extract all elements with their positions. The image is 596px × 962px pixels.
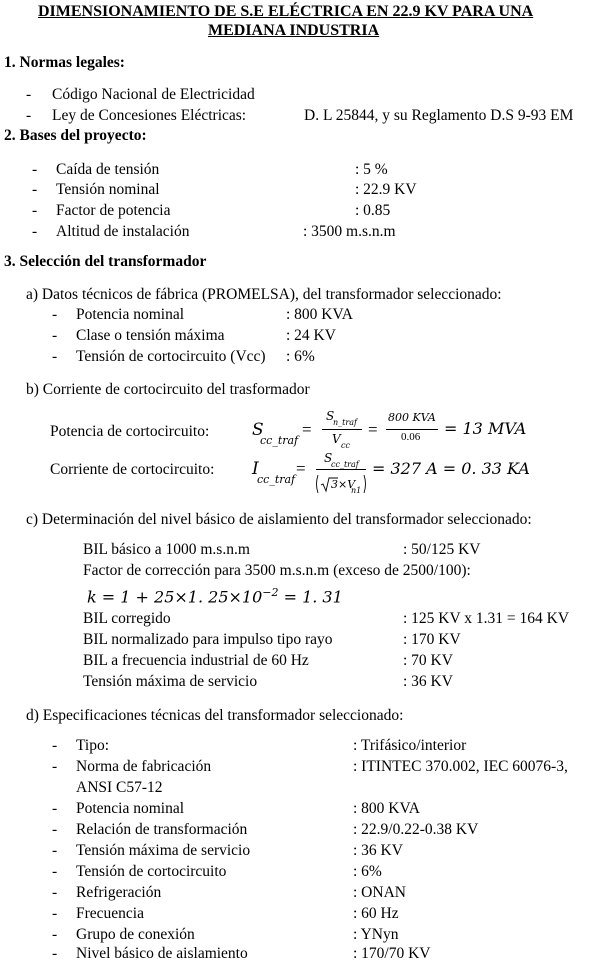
- fraction-bar: [322, 429, 362, 430]
- list-item-value: : 24 KV: [286, 327, 336, 344]
- formula-denominator: 0.06: [401, 431, 421, 443]
- subsection-a-text: a) Datos técnicos de fábrica (PROMELSA), del transformador seleccionado:: [26, 286, 502, 303]
- bil-row-label: BIL normalizado para impulso tipo rayo: [83, 631, 333, 648]
- list-item-value: : ONAN: [353, 884, 406, 901]
- bil-row-label: BIL a frecuencia industrial de 60 Hz: [83, 652, 309, 669]
- formula-subscript: n1: [351, 486, 362, 495]
- formula-label-corriente: Corriente de cortocircuito:: [50, 461, 215, 478]
- list-item-value: : 3500 m.s.n.m: [303, 223, 396, 240]
- list-dash: -: [52, 800, 58, 817]
- list-item-label: Código Nacional de Electricidad: [52, 86, 255, 103]
- formula-subscript: n_traf: [333, 418, 357, 427]
- formula-subscript: cc_traf: [257, 473, 296, 486]
- list-item-value: : 22.9/0.22-0.38 KV: [353, 821, 479, 838]
- list-dash: -: [52, 758, 58, 775]
- formula-subscript: cc: [341, 441, 350, 450]
- list-item-label: Caída de tensión: [56, 161, 160, 178]
- list-dash: -: [32, 181, 38, 198]
- fraction-bar: [316, 469, 366, 470]
- list-item-label: Tipo:: [76, 737, 110, 754]
- formula-symbol: S: [252, 420, 264, 440]
- list-item-label: Relación de transformación: [76, 821, 248, 838]
- list-item-label: Tensión de cortocircuito (Vcc): [76, 348, 266, 365]
- k-formula: [87, 587, 343, 605]
- list-item-value: : 170/70 KV: [353, 945, 431, 962]
- formula-subscript: cc_traf: [331, 460, 359, 469]
- subsection-b-text: b) Corriente de cortocircuito del trasformador: [26, 381, 310, 398]
- list-dash: -: [52, 945, 58, 962]
- list-item-label: Tensión nominal: [56, 181, 160, 198]
- list-item-label: Ley de Concesiones Eléctricas:: [52, 107, 247, 124]
- list-item-value: : YNyn: [353, 926, 399, 943]
- formula-label-potencia: Potencia de cortocircuito:: [50, 423, 210, 440]
- k-formula-base: k = 1 + 25×1. 25×10: [87, 587, 263, 607]
- list-item-label: ANSI C57-12: [76, 779, 163, 796]
- subsection-c-text: c) Determinación del nivel básico de aislamiento del transformador seleccionado:: [26, 511, 532, 528]
- list-item-value: : 36 KV: [353, 842, 403, 859]
- list-dash: -: [32, 223, 38, 240]
- list-dash: -: [52, 737, 58, 754]
- formula-symbol: S: [326, 409, 335, 423]
- list-item-value: : 800 KVA: [353, 800, 420, 817]
- list-item-label: Norma de fabricación: [76, 758, 212, 775]
- list-item-label: Frecuencia: [76, 905, 144, 922]
- list-dash: -: [52, 905, 58, 922]
- formula-symbol: S: [324, 451, 333, 465]
- formula-numerator: 800 KVA: [388, 411, 436, 424]
- title-line-1: DIMENSIONAMIENTO DE S.E ELÉCTRICA EN 22.9 KV PARA UNA: [38, 3, 534, 20]
- bil-row-label: Tensión máxima de servicio: [83, 673, 258, 690]
- factor-correccion-text: Factor de corrección para 3500 m.s.n.m (exceso de 2500/100):: [83, 562, 471, 579]
- formula-equals: =: [368, 420, 378, 439]
- heading-normas-legales: 1. Normas legales:: [4, 54, 125, 71]
- k-formula-result: = 1. 31: [278, 587, 343, 607]
- list-item-value: : 60 Hz: [353, 905, 399, 922]
- subsection-d-text: d) Especificaciones técnicas del transformador seleccionado:: [26, 707, 404, 724]
- list-item-label: Factor de potencia: [56, 202, 171, 219]
- formula-equals: =: [296, 459, 306, 478]
- list-item-value: : 6%: [353, 863, 382, 880]
- list-item-label: Refrigeración: [76, 884, 162, 901]
- bil-row-value: : 170 KV: [403, 631, 461, 648]
- list-dash: -: [52, 842, 58, 859]
- list-item-label: Altitud de instalación: [56, 223, 190, 240]
- formula-result: = 13 MVA: [444, 419, 527, 438]
- bil-row-label: BIL corregido: [83, 610, 171, 627]
- list-item-label: Potencia nominal: [76, 306, 185, 323]
- list-dash: -: [52, 306, 58, 323]
- bil-base-label: BIL básico a 1000 m.s.n.m: [83, 541, 250, 558]
- list-item-label: Grupo de conexión: [76, 926, 195, 943]
- list-item-value: : 5 %: [355, 161, 388, 178]
- title-line-2: MEDIANA INDUSTRIA: [208, 22, 380, 39]
- list-dash: -: [32, 202, 38, 219]
- bil-row-value: : 125 KV x 1.31 = 164 KV: [403, 610, 570, 627]
- list-item-label: Tensión de cortocircuito: [76, 863, 227, 880]
- list-item-label: Clase o tensión máxima: [76, 327, 225, 344]
- list-dash: -: [32, 161, 38, 178]
- formula-symbol: I: [252, 459, 259, 479]
- list-dash: -: [52, 348, 58, 365]
- formula-result: = 327 A = 0. 33 KA: [372, 459, 530, 478]
- list-dash: -: [52, 863, 58, 880]
- list-dash: -: [52, 884, 58, 901]
- list-item-value: : ITINTEC 370.002, IEC 60076-3,: [353, 758, 568, 775]
- bil-base-value: : 50/125 KV: [403, 541, 481, 558]
- list-item-value: D. L 25844, y su Reglamento D.S 9-93 EM: [304, 107, 574, 124]
- list-item-label: Tensión máxima de servicio: [76, 842, 251, 859]
- formula-denominator: 3×V: [331, 478, 356, 491]
- list-dash: -: [52, 821, 58, 838]
- bil-row-value: : 36 KV: [403, 673, 453, 690]
- formula-symbol: V: [332, 432, 341, 446]
- formula-subscript: cc_traf: [260, 434, 299, 447]
- list-item-label: Nivel básico de aislamiento: [76, 945, 248, 962]
- list-dash: -: [52, 327, 58, 344]
- list-dash: -: [26, 86, 32, 103]
- list-item-value: : 0.85: [355, 202, 391, 219]
- list-item-value: : 6%: [286, 348, 315, 365]
- heading-bases-proyecto: 2. Bases del proyecto:: [4, 127, 147, 144]
- bil-row-value: : 70 KV: [403, 652, 453, 669]
- formula-equals: =: [302, 420, 312, 439]
- list-item-value: : Trifásico/interior: [353, 737, 467, 754]
- list-item-value: : 22.9 KV: [355, 181, 417, 198]
- heading-seleccion-transformador: 3. Selección del transformador: [4, 253, 207, 270]
- fraction-bar: [386, 429, 438, 430]
- k-formula-exponent: −2: [262, 586, 279, 599]
- list-dash: -: [52, 926, 58, 943]
- list-dash: -: [26, 107, 32, 124]
- list-item-value: : 800 KVA: [286, 306, 353, 323]
- list-item-label: Potencia nominal: [76, 800, 185, 817]
